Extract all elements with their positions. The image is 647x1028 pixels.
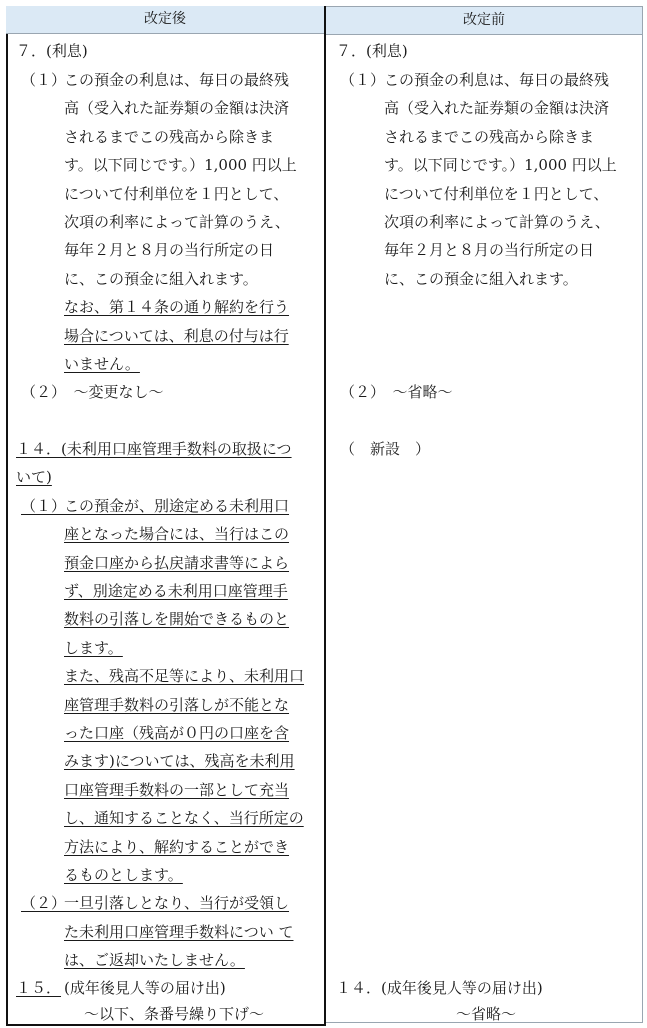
before-article7-para1-line: す。以下同じです。）1,000 円以上 xyxy=(384,156,617,174)
after-article7-added-line: なお、第１４条の通り解約を行う xyxy=(64,298,290,316)
after-article7-para1-line: す。以下同じです。）1,000 円以上 xyxy=(64,156,297,174)
after-article14-para1-line: 座となった場合には、当行はこの xyxy=(64,525,290,543)
after-article14-para1-line: った口座（残高が０円の口座を含 xyxy=(64,724,290,742)
after-article14-para1-line: この預金が、別途定める未利用口 xyxy=(64,497,290,515)
after-article7-added-line: 場合については、利息の付与は行 xyxy=(64,327,289,345)
after-article14-para1-line: 預金口座から払戻請求書等によら xyxy=(64,554,290,572)
after-article14-para2-line: は、ご返却いたしません。 xyxy=(64,951,245,969)
header-after: 改定後 xyxy=(6,6,324,34)
after-article15-note: ～以下、条番号繰り下げ～ xyxy=(84,1005,265,1023)
after-article7-para1-line: 次項の利率によって計算のうえ、 xyxy=(64,213,290,231)
after-article14-para1-line: ず、別途定める未利用口座管理手 xyxy=(64,582,288,600)
after-article7-para1-number: （１） xyxy=(21,71,67,89)
after-article7-para1-line: 高（受入れた証券類の金額は決済 xyxy=(64,99,290,117)
after-article14-title-cont: いて) xyxy=(16,468,52,486)
after-article14-title: １４．(未利用口座管理手数料の取扱につ xyxy=(16,440,292,458)
after-article7-para1-line: について付利単位を１円として、 xyxy=(64,185,289,203)
after-article14-para2-number: （２） xyxy=(21,894,67,912)
after-article14-para1-line: 口座管理手数料の一部として充当 xyxy=(64,781,290,799)
comparison-table xyxy=(6,6,642,1024)
after-article14-para1-line: るものとします。 xyxy=(64,866,183,884)
after-article14-para1-number: （１） xyxy=(21,497,67,515)
after-article15-title: (成年後見人等の届け出) xyxy=(64,979,226,997)
before-article7-para1-line: されるまでこの残高から除きま xyxy=(384,128,595,146)
before-article7-para1-line: 次項の利率によって計算のうえ、 xyxy=(384,213,610,231)
after-article7-para1-line: この預金の利息は、毎日の最終残 xyxy=(64,71,290,89)
after-article7-title: ７．(利息) xyxy=(16,42,88,60)
after-article7-para1-line: 毎年２月と８月の当行所定の日 xyxy=(64,241,275,259)
before-article7-para1-line: この預金の利息は、毎日の最終残 xyxy=(384,71,610,89)
after-article7-para1-line: に、この預金に組入れます。 xyxy=(64,270,258,288)
after-article7-added-line: いません。 xyxy=(64,355,140,373)
after-article14-para2-line: 一旦引落しとなり、当行が受領し xyxy=(64,894,290,912)
before-article14-note: ～省略～ xyxy=(456,1005,517,1023)
after-article14-para1-line: 方法により、解約することができ xyxy=(64,838,290,856)
after-article14-para1-line: し、通知することなく、当行所定の xyxy=(64,809,304,827)
after-article15-number: １５． xyxy=(16,979,62,997)
before-article7-para1-number: （１） xyxy=(340,71,386,89)
before-article7-para1-line: について付利単位を１円として、 xyxy=(384,185,609,203)
header-before: 改定前 xyxy=(326,6,643,35)
before-article7-para1-line: 毎年２月と８月の当行所定の日 xyxy=(384,241,595,259)
after-article7-para1-line: されるまでこの残高から除きま xyxy=(64,128,275,146)
before-article7-para2: （２） ～省略～ xyxy=(340,383,453,401)
before-article7-title: ７．(利息) xyxy=(336,42,408,60)
after-article14-para1-line: みます)については、残高を未利用 xyxy=(64,752,295,770)
after-article14-para1-line: また、残高不足等により、未利用口 xyxy=(64,667,305,685)
after-article14-para2-line: た未利用口座管理手数料につい て xyxy=(64,923,294,941)
before-article7-para1-line: 高（受入れた証券類の金額は決済 xyxy=(384,99,610,117)
after-article14-para1-line: 座管理手数料の引落しが不能とな xyxy=(64,696,290,714)
after-article14-para1-line: 数料の引落しを開始できるものと xyxy=(64,610,290,628)
before-new-article-marker: （ 新設 ） xyxy=(340,440,431,458)
before-article14-title: １４．(成年後見人等の届け出) xyxy=(336,979,543,997)
after-article7-para2: （２） ～変更なし～ xyxy=(21,383,164,401)
after-article14-para1-line: します。 xyxy=(64,639,123,657)
before-article7-para1-line: に、この預金に組入れます。 xyxy=(384,270,578,288)
